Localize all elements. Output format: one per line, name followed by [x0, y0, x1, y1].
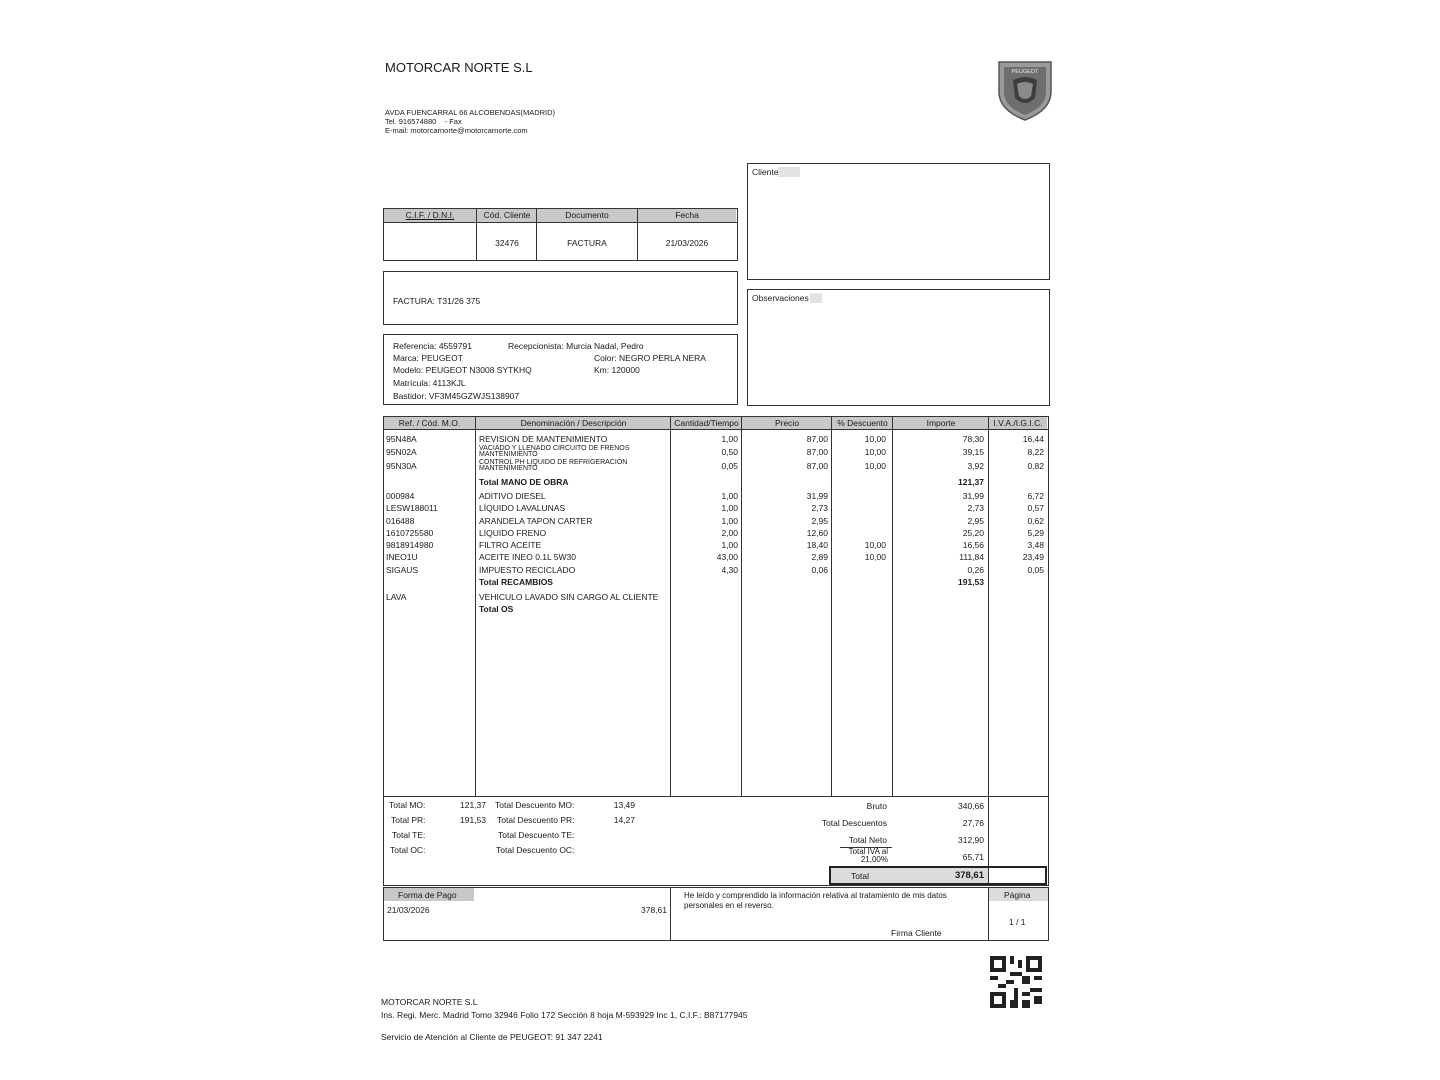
factura-box	[383, 271, 738, 325]
table-row	[383, 515, 1048, 527]
company-name: MOTORCAR NORTE S.L	[385, 60, 533, 75]
row-ref: 95N02A	[386, 447, 417, 457]
row-qty: 1,00	[721, 516, 738, 526]
total-dte-label: Total Descuento TE:	[498, 830, 575, 840]
row-imp: 191,53	[958, 577, 984, 587]
row-ref: 000984	[386, 491, 415, 501]
total-oc-label: Total OC:	[390, 845, 426, 855]
row-disc: 10,00	[864, 461, 886, 471]
row-ref: INEO1U	[386, 552, 418, 562]
vehicle-marca: Marca: PEUGEOT	[393, 353, 463, 363]
th-desc: Denominación / Descripción	[520, 418, 627, 428]
row-desc: Total RECAMBIOS	[479, 577, 553, 587]
row-desc: Total OS	[479, 604, 514, 614]
th-imp: Importe	[926, 418, 956, 428]
row-iva: 0,05	[1027, 565, 1044, 575]
pagina-label: Página	[1004, 890, 1031, 900]
row-iva: 23,49	[1022, 552, 1044, 562]
row-iva: 16,44	[1022, 434, 1044, 444]
row-imp: 16,56	[962, 540, 984, 550]
payment-date: 21/03/2026	[387, 905, 430, 915]
vehicle-bastidor: Bastidor: VF3M45GZWJS138907	[393, 391, 520, 401]
row-qty: 0,50	[721, 447, 738, 457]
row-disc: 10,00	[864, 552, 886, 562]
row-imp: 25,20	[962, 528, 984, 538]
row-desc-sub: MANTENIMIENTO	[479, 465, 538, 472]
row-imp: 121,37	[958, 477, 984, 487]
observaciones-label-shade	[810, 293, 822, 303]
row-ref: 1610725580	[386, 528, 434, 538]
row-desc: VEHICULO LAVADO SIN CARGO AL CLIENTE	[479, 592, 659, 602]
total-box	[829, 866, 1047, 885]
row-imp: 2,95	[967, 516, 984, 526]
vehicle-km: Km: 120000	[594, 365, 640, 375]
row-price: 31,99	[806, 491, 828, 501]
total-value: 378,61	[954, 870, 984, 881]
row-disc: 10,00	[864, 447, 886, 457]
total-doc-label: Total Descuento OC:	[496, 845, 575, 855]
row-qty: 2,00	[721, 528, 738, 538]
row-ref: 95N48A	[386, 434, 417, 444]
total-dmo-value: 13,49	[613, 800, 635, 810]
table-row	[383, 433, 1048, 445]
th-qty: Cantidad/Tiempo	[674, 418, 739, 428]
observaciones-label: Observaciones	[752, 293, 809, 303]
th-price: Precio	[774, 418, 800, 428]
row-desc: FILTRO ACEITE	[479, 540, 542, 550]
descuentos-value: 27,76	[962, 818, 984, 828]
doc-header-box	[383, 208, 738, 261]
row-desc: ACEITE INEO 0.1L 5W30	[479, 552, 576, 562]
row-imp: 0,26	[967, 565, 984, 575]
row-desc: Total MANO DE OBRA	[479, 477, 569, 487]
svg-text:PEUGEOT: PEUGEOT	[1011, 69, 1039, 75]
vehicle-referencia: Referencia: 4559791	[393, 341, 472, 351]
row-price: 12,60	[806, 528, 828, 538]
doc-col-cif: C.I.F. / D.N.I.	[405, 210, 455, 220]
table-row	[383, 446, 1048, 458]
iva-label: Total IVA al 21,00%	[848, 847, 888, 864]
doc-col-cliente: Cód. Cliente	[483, 210, 531, 220]
payment-amount: 378,61	[641, 905, 667, 915]
row-price: 2,73	[811, 503, 828, 513]
row-ref: SIGAUS	[386, 565, 419, 575]
row-ref: LAVA	[386, 592, 407, 602]
row-imp: 111,84	[959, 552, 984, 562]
neto-value: 312,90	[958, 835, 984, 845]
doc-col-fecha: Fecha	[675, 210, 699, 220]
vehicle-recepcionista: Recepcionista: Murcia Nadal, Pedro	[508, 341, 644, 351]
table-row	[383, 502, 1048, 514]
cliente-label: Cliente	[752, 167, 779, 177]
table-row	[383, 603, 1048, 615]
row-price: 18,40	[806, 540, 828, 550]
row-iva: 3,48	[1027, 540, 1044, 550]
footer-service: Servicio de Atención al Cliente de PEUGEOT: 91 347 2241	[381, 1032, 603, 1042]
table-row	[383, 564, 1048, 576]
row-desc-sub: MANTENIMIENTO	[479, 451, 538, 458]
row-qty: 1,00	[721, 491, 738, 501]
total-dpr-label: Total Descuento PR:	[497, 815, 575, 825]
pagina-value: 1 / 1	[1009, 917, 1026, 927]
neto-label: Total Neto	[848, 835, 887, 845]
row-ref: 9818914980	[386, 540, 434, 550]
total-pr-label: Total PR:	[391, 815, 426, 825]
th-ref: Ref. / Cód. M.O.	[398, 418, 461, 428]
row-imp: 39,15	[962, 447, 984, 457]
row-iva: 0,57	[1027, 503, 1044, 513]
vehicle-modelo: Modelo: PEUGEOT N3008 SYTKHQ	[393, 365, 532, 375]
row-price: 87,00	[806, 434, 828, 444]
row-disc: 10,00	[864, 434, 886, 444]
table-row	[383, 527, 1048, 539]
observaciones-box	[747, 289, 1050, 406]
company-email: E-mail: motorcarnorte@motorcarnorte.com	[385, 126, 528, 135]
row-desc: IMPUESTO RECICLADO	[479, 565, 576, 575]
row-imp: 78,30	[962, 434, 984, 444]
table-row	[383, 576, 1048, 588]
row-qty: 1,00	[721, 540, 738, 550]
row-iva: 5,29	[1027, 528, 1044, 538]
iva-value: 65,71	[962, 852, 984, 862]
factura-number: FACTURA: T31/26 375	[393, 296, 481, 306]
bruto-value: 340,66	[958, 801, 984, 811]
row-iva: 0,62	[1027, 516, 1044, 526]
row-price: 2,95	[811, 516, 828, 526]
row-qty: 1,00	[721, 503, 738, 513]
th-iva: I.V.A./I.G.I.C.	[993, 418, 1043, 428]
bruto-label: Bruto	[866, 801, 887, 811]
row-qty: 1,00	[721, 434, 738, 444]
total-label: Total	[851, 871, 869, 881]
th-disc: % Descuento	[837, 418, 888, 428]
row-desc: ADITIVO DIESEL	[479, 491, 546, 501]
total-pr-value: 191,53	[460, 815, 486, 825]
table-row	[383, 490, 1048, 502]
company-address: AVDA FUENCARRAL 66 ALCOBENDAS(MADRID)	[385, 108, 556, 117]
table-row	[383, 539, 1048, 551]
row-desc: LIQUIDO FRENO	[479, 528, 547, 538]
total-mo-label: Total MO:	[389, 800, 426, 810]
peugeot-logo	[995, 58, 1055, 122]
row-ref: LESW188011	[386, 503, 438, 513]
footer-company: MOTORCAR NORTE S.L	[381, 997, 478, 1007]
legal-text: He leído y comprendido la información relativa al tratamiento de mis datos personales en el reverso.	[684, 891, 947, 910]
footer-registry: Ins. Regi. Merc. Madrid Tomo 32946 Folio 172 Sección 8 hoja M-593929 Inc 1, C.I.F.: B87177945	[381, 1010, 748, 1020]
cliente-label-shade	[778, 167, 800, 177]
descuentos-label: Total Descuentos	[821, 818, 887, 828]
row-imp: 2,73	[967, 503, 984, 513]
total-dmo-label: Total Descuento MO:	[495, 800, 575, 810]
row-price: 0,06	[811, 565, 828, 575]
total-dpr-value: 14,27	[613, 815, 635, 825]
row-desc: ARANDELA TAPON CARTER	[479, 516, 593, 526]
payment-box	[383, 887, 1049, 941]
row-iva: 6,72	[1027, 491, 1044, 501]
row-iva: 8,22	[1027, 447, 1044, 457]
row-qty: 43,00	[716, 552, 738, 562]
row-desc: VACIADO Y LLENADO CIRCUITO DE FRENOS	[479, 445, 630, 452]
row-price: 87,00	[806, 447, 828, 457]
row-price: 87,00	[806, 461, 828, 471]
row-ref: 016488	[386, 516, 415, 526]
row-price: 2,89	[811, 552, 828, 562]
row-desc: REVISION DE MANTENIMIENTO	[479, 434, 608, 444]
row-qty: 0,05	[721, 461, 738, 471]
cliente-box	[747, 163, 1050, 280]
vehicle-color: Color: NEGRO PERLA NERA	[594, 353, 706, 363]
qr-code	[990, 956, 1042, 1008]
table-row	[383, 476, 1048, 488]
company-tel: Tel. 916574880 - Fax	[385, 117, 462, 126]
table-row	[383, 551, 1048, 563]
row-disc: 10,00	[864, 540, 886, 550]
row-iva: 0,82	[1027, 461, 1044, 471]
row-desc: LÍQUIDO LAVALUNAS	[479, 503, 566, 513]
table-row	[383, 591, 1048, 603]
doc-val-documento: FACTURA	[567, 238, 607, 248]
doc-col-documento: Documento	[565, 210, 609, 220]
doc-val-fecha: 21/03/2026	[665, 238, 709, 248]
firma-cliente: Firma Cliente	[891, 928, 942, 938]
row-imp: 3,92	[967, 461, 984, 471]
row-desc: CONTROL PH LIQUIDO DE REFRIGERACIÓN	[479, 459, 628, 466]
vehicle-matricula: Matrícula: 4113KJL	[393, 378, 466, 388]
table-row	[383, 460, 1048, 472]
row-qty: 4,30	[721, 565, 738, 575]
doc-val-cliente: 32476	[495, 238, 519, 248]
row-imp: 31,99	[962, 491, 984, 501]
vehicle-box	[383, 334, 738, 405]
row-ref: 95N30A	[386, 461, 417, 471]
forma-pago-label: Forma de Pago	[398, 890, 457, 900]
total-mo-value: 121,37	[460, 800, 486, 810]
total-te-label: Total TE:	[392, 830, 426, 840]
